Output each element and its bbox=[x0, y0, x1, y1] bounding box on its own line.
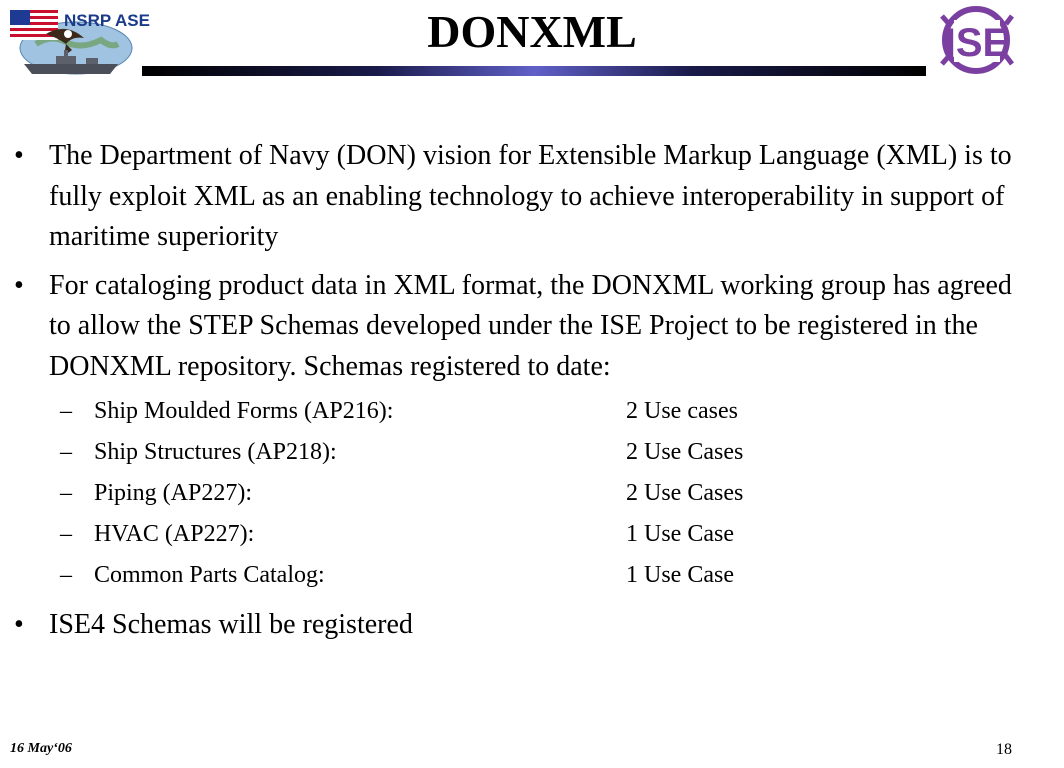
schema-use-cases: 2 Use Cases bbox=[626, 439, 744, 465]
ise-logo-graphic bbox=[934, 4, 1020, 76]
schema-list-item bbox=[12, 394, 1020, 435]
bullet-item bbox=[12, 136, 1020, 258]
dash-icon: – bbox=[60, 521, 72, 547]
bullet-icon: • bbox=[14, 269, 24, 301]
schema-list-item bbox=[12, 435, 1020, 476]
title-underline-rule bbox=[142, 66, 926, 76]
schema-use-cases: 2 Use cases bbox=[626, 398, 738, 424]
dash-icon: – bbox=[60, 562, 72, 588]
ise-logo bbox=[934, 4, 1020, 76]
schema-list-item bbox=[12, 558, 1020, 599]
dash-icon: – bbox=[60, 439, 72, 465]
schema-use-cases: 2 Use Cases bbox=[626, 480, 744, 506]
schema-list-item bbox=[12, 517, 1020, 558]
bullet-icon: • bbox=[14, 609, 24, 640]
schema-list bbox=[12, 394, 1020, 599]
schema-list-item bbox=[12, 476, 1020, 517]
bullet-item bbox=[12, 605, 1020, 646]
schema-name: Common Parts Catalog: bbox=[94, 562, 325, 588]
bullet-item bbox=[12, 266, 1020, 388]
bullet-text: ISE4 Schemas will be registered bbox=[49, 609, 413, 640]
slide-body bbox=[12, 136, 1020, 654]
nsrp-ase-logo-text: NSRP ASE bbox=[64, 11, 150, 30]
schema-name: HVAC (AP227): bbox=[94, 521, 255, 547]
dash-icon: – bbox=[60, 398, 72, 424]
schema-name: Ship Structures (AP218): bbox=[94, 439, 337, 465]
schema-use-cases: 1 Use Case bbox=[626, 521, 734, 547]
footer-date: 16 May‘06 bbox=[10, 741, 72, 756]
bullet-text: For cataloging product data in XML format, the DONXML working group has agreed to allow the STEP Schemas developed under the ISE Project to be registered in the DONXML repository. Schemas registered to date: bbox=[49, 269, 1012, 382]
schema-name: Ship Moulded Forms (AP216): bbox=[94, 398, 394, 424]
slide-title: DONXML bbox=[427, 6, 637, 57]
dash-icon: – bbox=[60, 480, 72, 506]
page-number: 18 bbox=[996, 741, 1012, 758]
bullet-icon: • bbox=[14, 140, 24, 171]
schema-use-cases: 1 Use Case bbox=[626, 562, 734, 588]
bullet-text: The Department of Navy (DON) vision for Extensible Markup Language (XML) is to fully exploit XML as an enabling technology to achieve interoperability in support of maritime superiority bbox=[49, 140, 1012, 252]
ise-logo-text: ISE bbox=[944, 21, 1010, 65]
schema-name: Piping (AP227): bbox=[94, 480, 253, 506]
